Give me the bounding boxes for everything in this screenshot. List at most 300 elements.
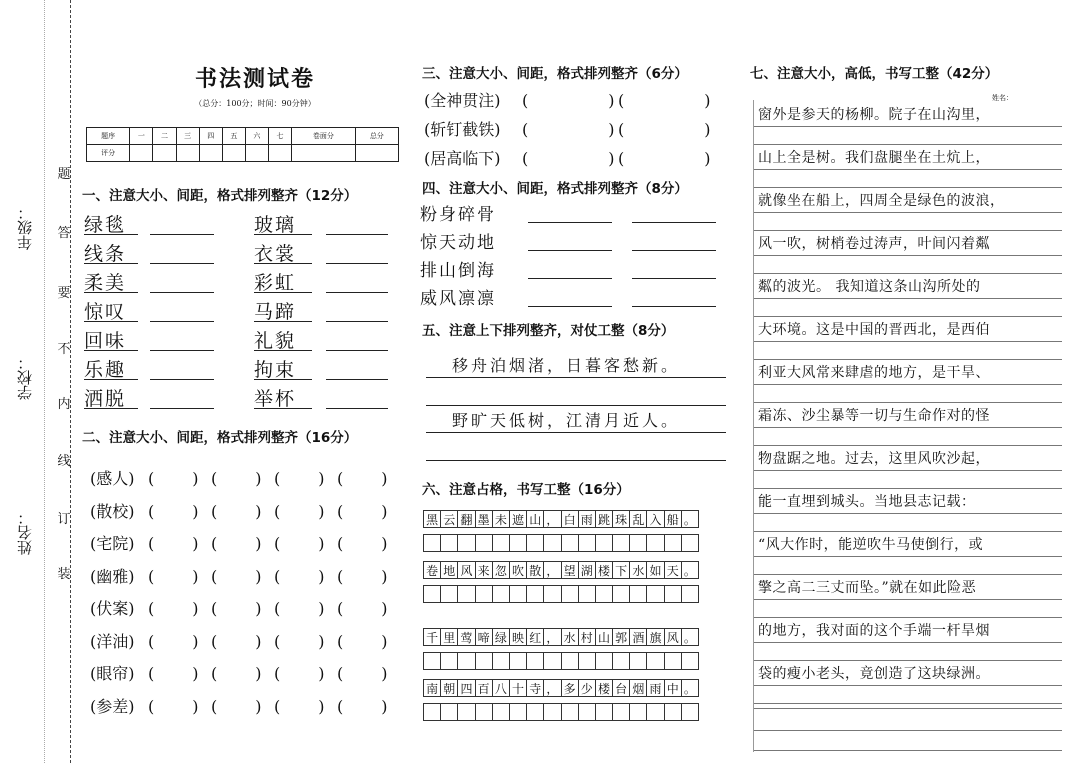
answer-line[interactable] <box>632 222 716 223</box>
answer-paren[interactable] <box>148 599 211 618</box>
practice-cell[interactable] <box>509 585 527 603</box>
answer-line[interactable] <box>528 222 612 223</box>
essay-ruled-line <box>754 298 1062 299</box>
binding-dashed-line <box>70 0 71 763</box>
essay-writing-line[interactable] <box>754 531 1062 532</box>
word-underline <box>254 350 312 351</box>
essay-line: 袋的瘦小老头，竟创造了这块绿洲。 <box>758 666 990 682</box>
open-paren: ( <box>274 469 281 488</box>
open-paren: ( <box>522 91 529 110</box>
word-item: 彩虹 <box>254 272 297 294</box>
open-paren: ( <box>618 120 625 139</box>
practice-cell[interactable] <box>561 585 579 603</box>
answer-paren[interactable] <box>337 534 400 553</box>
score-cell: 三 <box>176 128 199 145</box>
practice-cell[interactable] <box>561 703 579 721</box>
section4-heading: 四、注意大小、间距，格式排列整齐（8分） <box>422 181 688 197</box>
close-paren: ) <box>192 696 199 716</box>
practice-cell[interactable] <box>646 585 664 603</box>
close-paren: ) <box>192 566 199 586</box>
open-paren: ( <box>274 664 281 683</box>
practice-cell[interactable] <box>457 534 475 552</box>
open-paren: ( <box>148 566 155 586</box>
grid-cell: 如 <box>646 561 664 579</box>
close-paren: ) <box>608 149 615 168</box>
score-input-cell[interactable] <box>222 145 245 162</box>
practice-cell[interactable] <box>423 703 441 721</box>
practice-cell[interactable] <box>646 534 664 552</box>
open-paren: ( <box>274 534 281 553</box>
essay-ruled-line <box>754 126 1062 127</box>
practice-cell[interactable] <box>509 703 527 721</box>
answer-paren[interactable] <box>211 469 274 488</box>
open-paren: ( <box>211 501 218 521</box>
practice-cell[interactable] <box>440 652 458 670</box>
answer-paren[interactable] <box>211 664 274 683</box>
essay-ruled-line <box>754 599 1062 600</box>
practice-cell[interactable] <box>492 652 510 670</box>
grid-cell: 里 <box>440 628 458 646</box>
answer-line[interactable] <box>326 292 388 293</box>
school-label: 学校： <box>16 355 34 400</box>
open-paren: ( <box>148 631 155 651</box>
essay-writing-line[interactable] <box>754 187 1062 188</box>
score-input-cell[interactable] <box>355 145 398 162</box>
close-paren: ) <box>192 501 199 521</box>
grid-cell: 。 <box>681 628 699 646</box>
practice-cell[interactable] <box>561 534 579 552</box>
poem-underline <box>426 432 726 433</box>
paren-row <box>424 88 714 111</box>
paren-word: (宅院) <box>90 534 135 553</box>
close-paren: ) <box>255 534 262 553</box>
essay-writing-line[interactable] <box>754 445 1062 446</box>
paren-row <box>90 531 400 554</box>
grid-cell: 天 <box>664 561 682 579</box>
essay-line: 窗外是参天的杨柳。院子在山沟里， <box>758 107 990 123</box>
essay-writing-line[interactable] <box>754 574 1062 575</box>
close-paren: ) <box>255 664 262 683</box>
close-paren: ) <box>255 631 262 651</box>
answer-paren[interactable] <box>337 632 400 651</box>
practice-cell[interactable] <box>543 585 561 603</box>
practice-cell[interactable] <box>612 652 630 670</box>
paren-word: (洋油) <box>90 631 135 651</box>
essay-line: 的地方，我对面的这个手端一杆旱烟 <box>758 623 990 639</box>
close-paren: ) <box>255 599 262 618</box>
essay-line: 就像坐在船上，四周全是绿色的波浪， <box>758 193 1005 209</box>
essay-writing-line[interactable] <box>754 708 1062 709</box>
practice-cell[interactable] <box>664 534 682 552</box>
practice-cell[interactable] <box>543 534 561 552</box>
practice-cell[interactable] <box>457 703 475 721</box>
practice-cell[interactable] <box>646 652 664 670</box>
paren-word: (全神贯注) <box>424 91 501 110</box>
score-input-cell[interactable] <box>130 145 153 162</box>
grid-cell: 旗 <box>646 628 664 646</box>
essay-ruled-line <box>754 255 1062 256</box>
paren-row <box>424 146 714 169</box>
grid-cell: 楼 <box>595 561 613 579</box>
open-paren: ( <box>618 91 625 110</box>
close-paren: ) <box>192 599 199 618</box>
answer-paren[interactable] <box>148 567 211 586</box>
score-input-cell[interactable] <box>153 145 176 162</box>
grid-cell: 啼 <box>475 628 493 646</box>
practice-cell[interactable] <box>629 652 647 670</box>
practice-cell[interactable] <box>595 534 613 552</box>
practice-cell[interactable] <box>681 585 699 603</box>
close-paren: ) <box>318 599 325 618</box>
open-paren: ( <box>337 534 344 553</box>
essay-writing-line[interactable] <box>754 359 1062 360</box>
practice-cell[interactable] <box>492 703 510 721</box>
word-item: 衣裳 <box>254 243 297 265</box>
essay-writing-line[interactable] <box>754 230 1062 231</box>
grid-cell: 山 <box>595 628 613 646</box>
practice-cell[interactable] <box>492 585 510 603</box>
answer-paren[interactable] <box>618 91 714 110</box>
practice-cell[interactable] <box>595 585 613 603</box>
score-input-cell[interactable] <box>176 145 199 162</box>
answer-paren[interactable] <box>337 664 400 683</box>
close-paren: ) <box>318 664 325 683</box>
grid-cell: 散 <box>526 561 544 579</box>
grid-cell: 寺 <box>526 679 544 697</box>
answer-paren[interactable] <box>337 502 400 521</box>
grid-cell: 来 <box>475 561 493 579</box>
grid-cell: 风 <box>457 561 475 579</box>
practice-cell[interactable] <box>646 703 664 721</box>
open-paren: ( <box>211 631 218 651</box>
grid-cell: 绿 <box>492 628 510 646</box>
close-paren: ) <box>192 534 199 553</box>
word-underline <box>84 379 138 380</box>
score-input-cell[interactable] <box>199 145 222 162</box>
essay-writing-line[interactable] <box>754 144 1062 145</box>
answer-line[interactable] <box>150 379 214 380</box>
answer-paren[interactable] <box>148 664 211 683</box>
score-cell: 四 <box>199 128 222 145</box>
practice-cell[interactable] <box>629 534 647 552</box>
answer-line[interactable] <box>150 292 214 293</box>
open-paren: ( <box>211 566 218 586</box>
practice-cell[interactable] <box>578 585 596 603</box>
grid-cell: 山 <box>526 510 544 528</box>
answer-paren[interactable] <box>618 149 714 168</box>
answer-line[interactable] <box>426 405 726 406</box>
word-item: 玻璃 <box>254 214 297 236</box>
word-item: 柔美 <box>84 272 127 294</box>
page-title: 书法测试卷 <box>194 67 315 92</box>
answer-line[interactable] <box>326 408 388 409</box>
answer-paren[interactable] <box>274 632 337 651</box>
section5-heading: 五、注意上下排列整齐，对仗工整（8分） <box>422 323 675 339</box>
practice-cell[interactable] <box>578 703 596 721</box>
practice-cell[interactable] <box>629 585 647 603</box>
grid-cell: 水 <box>561 628 579 646</box>
practice-cell[interactable] <box>561 652 579 670</box>
answer-paren[interactable] <box>274 664 337 683</box>
practice-cell[interactable] <box>475 534 493 552</box>
essay-writing-line[interactable] <box>754 750 1062 751</box>
answer-paren[interactable] <box>337 599 400 618</box>
answer-paren[interactable] <box>148 534 211 553</box>
practice-cell[interactable] <box>664 585 682 603</box>
answer-paren[interactable] <box>211 567 274 586</box>
practice-cell[interactable] <box>475 652 493 670</box>
open-paren: ( <box>148 534 155 553</box>
close-paren: ) <box>608 120 615 139</box>
practice-cell[interactable] <box>475 585 493 603</box>
essay-ruled-line <box>754 341 1062 342</box>
answer-line[interactable] <box>326 234 388 235</box>
practice-cell[interactable] <box>681 703 699 721</box>
answer-paren[interactable] <box>274 599 337 618</box>
word-underline <box>84 263 138 264</box>
answer-paren[interactable] <box>337 697 400 716</box>
practice-cell[interactable] <box>612 534 630 552</box>
practice-cell[interactable] <box>509 534 527 552</box>
close-paren: ) <box>381 566 388 586</box>
essay-line: 擎之高二三丈而坠。”就在如此险恶 <box>758 580 977 596</box>
score-table <box>86 127 399 162</box>
grid-cell: 吹 <box>509 561 527 579</box>
practice-cell[interactable] <box>509 652 527 670</box>
answer-line[interactable] <box>632 250 716 251</box>
practice-cell[interactable] <box>526 534 544 552</box>
answer-line[interactable] <box>326 321 388 322</box>
answer-line[interactable] <box>326 379 388 380</box>
open-paren: ( <box>274 631 281 651</box>
score-input-cell[interactable] <box>245 145 268 162</box>
practice-cell[interactable] <box>526 703 544 721</box>
section1-heading: 一、注意大小、间距，格式排列整齐（12分） <box>82 188 358 204</box>
word-underline <box>84 408 138 409</box>
practice-cell[interactable] <box>423 534 441 552</box>
answer-paren[interactable] <box>211 599 274 618</box>
seal-char: 内 <box>57 397 71 412</box>
answer-line[interactable] <box>326 263 388 264</box>
practice-cell[interactable] <box>595 652 613 670</box>
score-input-cell[interactable] <box>268 145 291 162</box>
essay-writing-line[interactable] <box>754 316 1062 317</box>
grid-cell: 墨 <box>475 510 493 528</box>
grid-row-practice <box>424 534 699 552</box>
paren-word: (居高临下) <box>424 149 501 168</box>
paren-row <box>90 499 400 522</box>
practice-cell[interactable] <box>681 652 699 670</box>
close-paren: ) <box>704 149 711 168</box>
practice-cell[interactable] <box>681 534 699 552</box>
close-paren: ) <box>192 469 199 488</box>
practice-cell[interactable] <box>492 534 510 552</box>
answer-paren[interactable] <box>274 469 337 488</box>
word-item: 马蹄 <box>254 301 297 323</box>
practice-cell[interactable] <box>578 652 596 670</box>
grid-cell: 郭 <box>612 628 630 646</box>
answer-paren[interactable] <box>522 91 618 110</box>
practice-cell[interactable] <box>457 585 475 603</box>
open-paren: ( <box>211 599 218 618</box>
grid-cell: 酒 <box>629 628 647 646</box>
idiom-item: 排山倒海 <box>420 261 496 281</box>
open-paren: ( <box>148 501 155 521</box>
practice-cell[interactable] <box>440 585 458 603</box>
word-item: 拘束 <box>254 359 297 381</box>
answer-paren[interactable] <box>274 534 337 553</box>
answer-paren[interactable] <box>274 567 337 586</box>
essay-writing-line[interactable] <box>754 488 1062 489</box>
practice-cell[interactable] <box>526 652 544 670</box>
word-underline <box>254 263 312 264</box>
answer-paren[interactable] <box>522 149 618 168</box>
score-cell: 题序 <box>87 128 130 145</box>
answer-line[interactable] <box>528 306 612 307</box>
grid-cell: 下 <box>612 561 630 579</box>
essay-line: 利亚大风常来肆虐的地方，是干旱、 <box>758 365 990 381</box>
open-paren: ( <box>211 534 218 553</box>
essay-writing-line[interactable] <box>754 703 1062 704</box>
seal-char: 答 <box>57 226 71 241</box>
grid-cell: 遮 <box>509 510 527 528</box>
practice-cell[interactable] <box>440 703 458 721</box>
answer-paren[interactable] <box>211 697 274 716</box>
essay-writing-line[interactable] <box>754 617 1062 618</box>
practice-cell[interactable] <box>664 703 682 721</box>
answer-paren[interactable] <box>148 502 211 521</box>
answer-line[interactable] <box>528 250 612 251</box>
answer-line[interactable] <box>150 350 214 351</box>
essay-line: 粼的波光。 我知道这条山沟所处的 <box>758 279 981 295</box>
answer-line[interactable] <box>150 321 214 322</box>
grid-cell: ， <box>543 510 561 528</box>
score-input-cell[interactable] <box>292 145 356 162</box>
word-item: 绿毯 <box>84 214 127 236</box>
essay-line: 大环境。这是中国的晋西北，是西伯 <box>758 322 990 338</box>
grid-row-sample <box>424 510 699 528</box>
practice-cell[interactable] <box>578 534 596 552</box>
practice-cell[interactable] <box>457 652 475 670</box>
essay-ruled-line <box>754 384 1062 385</box>
answer-line[interactable] <box>150 408 214 409</box>
score-row-label: 评分 <box>87 145 130 162</box>
essay-writing-line[interactable] <box>754 273 1062 274</box>
close-paren: ) <box>318 696 325 716</box>
answer-line[interactable] <box>426 460 726 461</box>
grid-cell: 水 <box>629 561 647 579</box>
answer-paren[interactable] <box>337 567 400 586</box>
answer-paren[interactable] <box>148 697 211 716</box>
essay-line: 山上全是树。我们盘腿坐在土炕上， <box>758 150 990 166</box>
answer-paren[interactable] <box>211 534 274 553</box>
answer-line[interactable] <box>150 263 214 264</box>
practice-cell[interactable] <box>543 703 561 721</box>
practice-cell[interactable] <box>543 652 561 670</box>
grid-cell: 。 <box>681 679 699 697</box>
practice-cell[interactable] <box>440 534 458 552</box>
open-paren: ( <box>211 696 218 716</box>
essay-ruled-line <box>754 513 1062 514</box>
answer-paren[interactable] <box>211 502 274 521</box>
essay-writing-line[interactable] <box>754 730 1062 731</box>
open-paren: ( <box>274 599 281 618</box>
answer-paren[interactable] <box>274 502 337 521</box>
answer-paren[interactable] <box>211 632 274 651</box>
grid-cell: 百 <box>475 679 493 697</box>
answer-paren[interactable] <box>337 469 400 488</box>
close-paren: ) <box>255 696 262 716</box>
word-item: 举杯 <box>254 388 297 410</box>
grid-row-practice <box>424 585 699 603</box>
seal-char: 不 <box>57 342 71 357</box>
practice-cell[interactable] <box>629 703 647 721</box>
practice-cell[interactable] <box>595 703 613 721</box>
answer-paren[interactable] <box>522 120 618 139</box>
answer-line[interactable] <box>528 278 612 279</box>
page-subtitle: （总分：100分；时间：90分钟） <box>194 99 316 108</box>
close-paren: ) <box>255 566 262 586</box>
open-paren: ( <box>522 149 529 168</box>
answer-line[interactable] <box>150 234 214 235</box>
practice-cell[interactable] <box>423 585 441 603</box>
open-paren: ( <box>337 566 344 586</box>
answer-paren[interactable] <box>148 632 211 651</box>
paren-row <box>90 466 400 489</box>
word-underline <box>84 321 138 322</box>
word-underline <box>254 234 312 235</box>
practice-cell[interactable] <box>475 703 493 721</box>
answer-line[interactable] <box>632 306 716 307</box>
practice-cell[interactable] <box>423 652 441 670</box>
grid-cell: 跳 <box>595 510 613 528</box>
word-item: 线条 <box>84 243 127 265</box>
practice-cell[interactable] <box>612 703 630 721</box>
paren-row <box>90 661 400 684</box>
grid-cell: 十 <box>509 679 527 697</box>
essay-ruled-line <box>754 470 1062 471</box>
open-paren: ( <box>148 664 155 683</box>
grid-cell: 未 <box>492 510 510 528</box>
grid-cell: 乱 <box>629 510 647 528</box>
practice-cell[interactable] <box>664 652 682 670</box>
answer-line[interactable] <box>326 350 388 351</box>
close-paren: ) <box>381 696 388 716</box>
grid-cell: 忽 <box>492 561 510 579</box>
grid-row-sample <box>424 628 699 646</box>
open-paren: ( <box>274 696 281 716</box>
answer-paren[interactable] <box>148 469 211 488</box>
practice-cell[interactable] <box>526 585 544 603</box>
answer-line[interactable] <box>632 278 716 279</box>
score-cell: 总分 <box>355 128 398 145</box>
word-underline <box>254 379 312 380</box>
paren-row <box>424 117 714 140</box>
answer-paren[interactable] <box>618 120 714 139</box>
score-cell: 六 <box>245 128 268 145</box>
essay-writing-line[interactable] <box>754 402 1062 403</box>
essay-writing-line[interactable] <box>754 660 1062 661</box>
open-paren: ( <box>148 599 155 618</box>
answer-paren[interactable] <box>274 697 337 716</box>
paren-row <box>90 629 400 652</box>
section2-heading: 二、注意大小、间距，格式排列整齐（16分） <box>82 430 358 446</box>
grid-cell: 南 <box>423 679 441 697</box>
close-paren: ) <box>318 501 325 521</box>
open-paren: ( <box>148 696 155 716</box>
practice-cell[interactable] <box>612 585 630 603</box>
grid-cell: 卷 <box>423 561 441 579</box>
